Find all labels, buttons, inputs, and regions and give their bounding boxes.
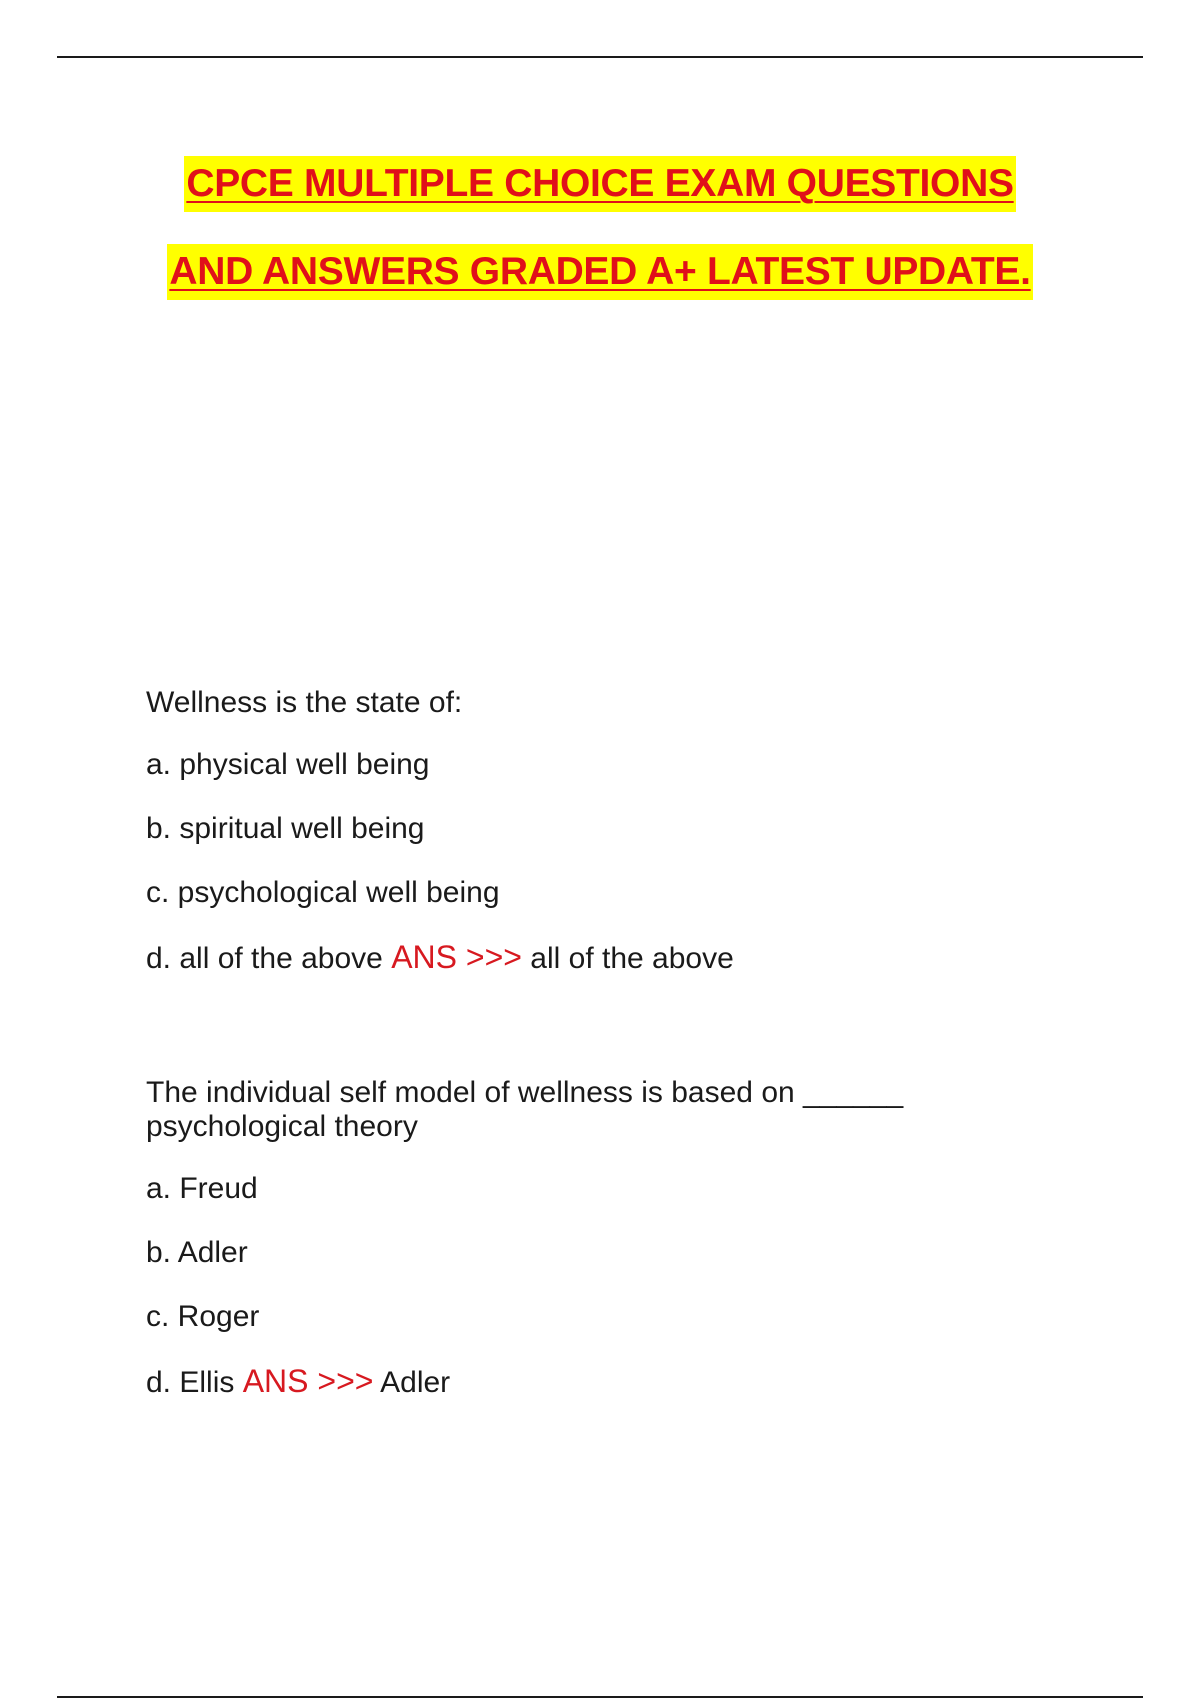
question-prompt-line-2: psychological theory: [146, 1110, 418, 1143]
title-line-1-text: CPCE MULTIPLE CHOICE EXAM QUESTIONS: [184, 156, 1015, 212]
question-block-1: [146, 686, 1046, 976]
answer-marker: ANS >>>: [242, 1363, 374, 1399]
option-a: a. physical well being: [146, 748, 430, 781]
document-title: [0, 148, 1200, 324]
option-d-with-answer: [146, 1364, 1046, 1400]
option-a: a. Freud: [146, 1172, 258, 1205]
option-c: c. psychological well being: [146, 876, 500, 909]
option-b: b. spiritual well being: [146, 812, 425, 845]
option-b: b. Adler: [146, 1236, 248, 1269]
answer-text: Adler: [380, 1366, 451, 1399]
bottom-rule: [57, 1696, 1143, 1698]
option-d: d. all of the above: [146, 942, 383, 975]
option-c: c. Roger: [146, 1300, 260, 1333]
top-rule: [57, 56, 1143, 58]
question-block-2: [146, 1076, 1046, 1400]
answer-text: all of the above: [530, 942, 734, 975]
title-line-1: [0, 148, 1200, 236]
question-prompt: Wellness is the state of:: [146, 686, 463, 719]
option-d-with-answer: [146, 940, 1046, 976]
option-d: d. Ellis: [146, 1366, 235, 1399]
title-line-2: [0, 236, 1200, 324]
title-line-2-text: AND ANSWERS GRADED A+ LATEST UPDATE.: [167, 244, 1032, 300]
answer-marker: ANS >>>: [391, 939, 522, 975]
question-prompt-line-1: The individual self model of wellness is based on ______: [146, 1076, 904, 1109]
